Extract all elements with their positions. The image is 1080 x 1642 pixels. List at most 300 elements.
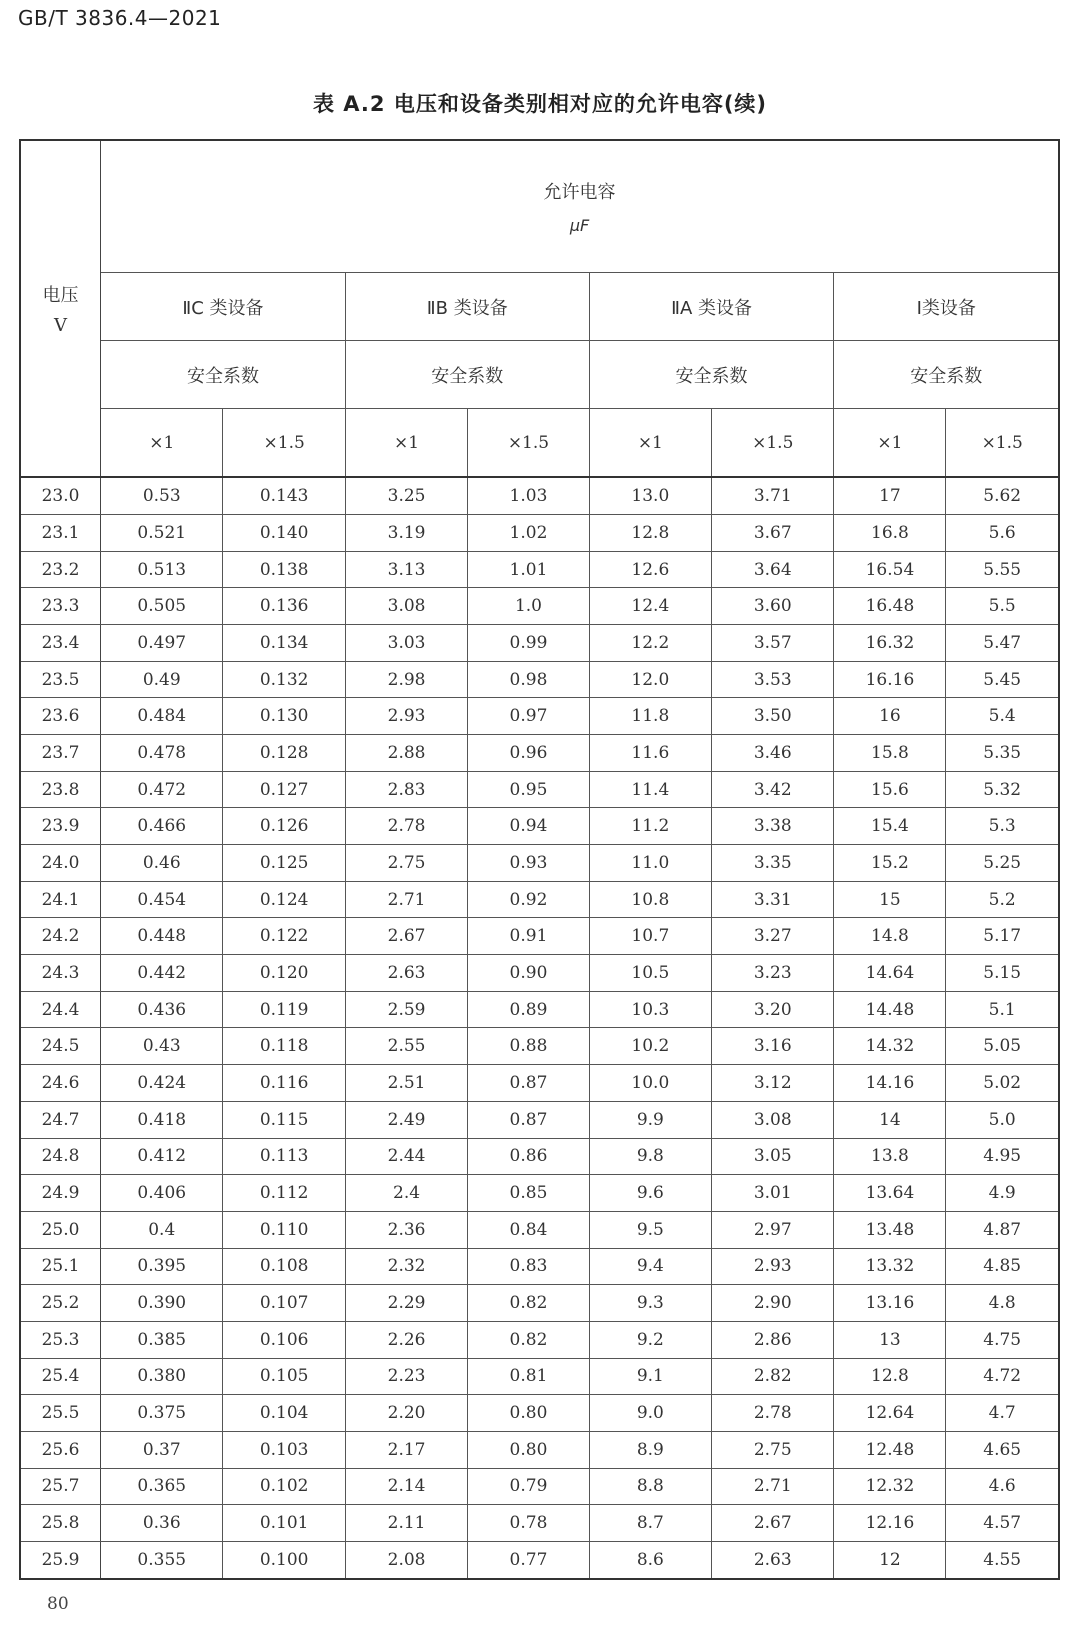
capacitance-table-wrapper — [19, 139, 1060, 1580]
table-row — [20, 735, 1059, 772]
capacitance-cell: 1.03 — [468, 477, 589, 515]
table-row — [20, 881, 1059, 918]
voltage-cell: 24.7 — [20, 1101, 101, 1138]
capacitance-cell: 0.454 — [101, 881, 223, 918]
capacitance-cell: 0.37 — [101, 1431, 223, 1468]
capacitance-cell: 3.57 — [712, 625, 834, 662]
capacitance-cell: 2.14 — [345, 1468, 467, 1505]
capacitance-cell: 0.53 — [101, 477, 223, 515]
capacitance-cell: 5.02 — [946, 1065, 1059, 1102]
capacitance-cell: 2.23 — [345, 1358, 467, 1395]
capacitance-cell: 5.0 — [946, 1101, 1059, 1138]
capacitance-cell: 15 — [834, 881, 946, 918]
capacitance-cell: 0.108 — [223, 1248, 345, 1285]
table-row — [20, 551, 1059, 588]
capacitance-cell: 2.88 — [345, 735, 467, 772]
capacitance-cell: 0.136 — [223, 588, 345, 625]
capacitance-cell: 5.62 — [946, 477, 1059, 515]
capacitance-cell: 17 — [834, 477, 946, 515]
voltage-cell: 25.6 — [20, 1431, 101, 1468]
capacitance-cell: 3.25 — [345, 477, 467, 515]
capacitance-cell: 2.17 — [345, 1431, 467, 1468]
table-row — [20, 588, 1059, 625]
voltage-cell: 23.5 — [20, 661, 101, 698]
capacitance-cell: 0.132 — [223, 661, 345, 698]
capacitance-cell: 3.53 — [712, 661, 834, 698]
capacitance-cell: 0.98 — [468, 661, 589, 698]
capacitance-cell: 0.385 — [101, 1321, 223, 1358]
capacitance-cell: 0.395 — [101, 1248, 223, 1285]
capacitance-cell: 3.50 — [712, 698, 834, 735]
voltage-cell: 25.2 — [20, 1285, 101, 1322]
capacitance-cell: 10.3 — [589, 991, 711, 1028]
capacitance-cell: 13.16 — [834, 1285, 946, 1322]
capacitance-cell: 14 — [834, 1101, 946, 1138]
capacitance-cell: 10.7 — [589, 918, 711, 955]
page-number: 80 — [47, 1594, 69, 1614]
capacitance-cell: 0.91 — [468, 918, 589, 955]
capacitance-cell: 4.6 — [946, 1468, 1059, 1505]
capacitance-cell: 5.55 — [946, 551, 1059, 588]
capacitance-cell: 0.94 — [468, 808, 589, 845]
capacitance-cell: 3.08 — [712, 1101, 834, 1138]
safety-factor-value: ×1.5 — [223, 409, 345, 477]
capacitance-cell: 3.31 — [712, 881, 834, 918]
capacitance-cell: 0.90 — [468, 955, 589, 992]
capacitance-cell: 2.67 — [345, 918, 467, 955]
capacitance-cell: 2.75 — [345, 845, 467, 882]
capacitance-cell: 0.122 — [223, 918, 345, 955]
capacitance-cell: 0.85 — [468, 1175, 589, 1212]
capacitance-cell: 9.4 — [589, 1248, 711, 1285]
safety-factor-value: ×1.5 — [468, 409, 589, 477]
capacitance-cell: 11.4 — [589, 771, 711, 808]
voltage-cell: 24.0 — [20, 845, 101, 882]
capacitance-cell: 0.365 — [101, 1468, 223, 1505]
capacitance-cell: 2.32 — [345, 1248, 467, 1285]
factor-row — [20, 409, 1059, 477]
capacitance-cell: 8.9 — [589, 1431, 711, 1468]
voltage-cell: 23.7 — [20, 735, 101, 772]
table-row — [20, 1395, 1059, 1432]
table-row — [20, 1321, 1059, 1358]
table-row — [20, 771, 1059, 808]
capacitance-cell: 12.48 — [834, 1431, 946, 1468]
capacitance-cell: 10.8 — [589, 881, 711, 918]
capacitance-cell: 12.64 — [834, 1395, 946, 1432]
capacitance-cell: 0.120 — [223, 955, 345, 992]
capacitance-cell: 0.103 — [223, 1431, 345, 1468]
capacitance-cell: 0.36 — [101, 1505, 223, 1542]
capacitance-cell: 5.2 — [946, 881, 1059, 918]
equipment-group-header: Ⅰ类设备 — [834, 273, 1059, 341]
voltage-cell: 23.1 — [20, 515, 101, 552]
equipment-group-header: ⅡC 类设备 — [101, 273, 346, 341]
capacitance-cell: 5.15 — [946, 955, 1059, 992]
safety-factor-value: ×1.5 — [712, 409, 834, 477]
capacitance-cell: 0.104 — [223, 1395, 345, 1432]
capacitance-cell: 16.16 — [834, 661, 946, 698]
capacitance-cell: 3.27 — [712, 918, 834, 955]
capacitance-cell: 0.83 — [468, 1248, 589, 1285]
capacitance-cell: 0.110 — [223, 1211, 345, 1248]
capacitance-cell: 0.375 — [101, 1395, 223, 1432]
capacitance-cell: 13.8 — [834, 1138, 946, 1175]
capacitance-cell: 0.88 — [468, 1028, 589, 1065]
capacitance-cell: 5.35 — [946, 735, 1059, 772]
table-row — [20, 625, 1059, 662]
capacitance-cell: 0.497 — [101, 625, 223, 662]
capacitance-cell: 8.7 — [589, 1505, 711, 1542]
safety-factor-row — [20, 341, 1059, 409]
table-row — [20, 698, 1059, 735]
capacitance-cell: 0.113 — [223, 1138, 345, 1175]
capacitance-cell: 3.46 — [712, 735, 834, 772]
capacitance-cell: 0.418 — [101, 1101, 223, 1138]
capacitance-cell: 10.0 — [589, 1065, 711, 1102]
capacitance-cell: 2.36 — [345, 1211, 467, 1248]
capacitance-cell: 2.55 — [345, 1028, 467, 1065]
safety-factor-value: ×1.5 — [946, 409, 1059, 477]
capacitance-cell: 15.8 — [834, 735, 946, 772]
table-title: 表 A.2 电压和设备类别相对应的允许电容(续) — [312, 92, 768, 116]
capacitance-cell: 2.44 — [345, 1138, 467, 1175]
capacitance-cell: 14.48 — [834, 991, 946, 1028]
voltage-cell: 24.5 — [20, 1028, 101, 1065]
capacitance-cell: 2.08 — [345, 1541, 467, 1579]
capacitance-cell: 3.38 — [712, 808, 834, 845]
capacitance-cell: 2.67 — [712, 1505, 834, 1542]
table-row — [20, 808, 1059, 845]
capacitance-cell: 5.47 — [946, 625, 1059, 662]
capacitance-cell: 10.5 — [589, 955, 711, 992]
voltage-cell: 25.8 — [20, 1505, 101, 1542]
capacitance-cell: 0.99 — [468, 625, 589, 662]
capacitance-cell: 2.29 — [345, 1285, 467, 1322]
capacitance-cell: 3.42 — [712, 771, 834, 808]
capacitance-cell: 3.35 — [712, 845, 834, 882]
capacitance-cell: 2.71 — [345, 881, 467, 918]
capacitance-cell: 2.82 — [712, 1358, 834, 1395]
capacitance-cell: 0.43 — [101, 1028, 223, 1065]
capacitance-cell: 0.100 — [223, 1541, 345, 1579]
voltage-cell: 23.3 — [20, 588, 101, 625]
capacitance-cell: 0.140 — [223, 515, 345, 552]
capacitance-cell: 2.97 — [712, 1211, 834, 1248]
voltage-cell: 25.5 — [20, 1395, 101, 1432]
voltage-unit: V — [54, 315, 68, 337]
capacitance-cell: 2.51 — [345, 1065, 467, 1102]
equipment-group-row — [20, 273, 1059, 341]
safety-factor-label: 安全系数 — [101, 341, 346, 409]
capacitance-cell: 0.84 — [468, 1211, 589, 1248]
table-body — [20, 477, 1059, 1579]
capacitance-cell: 0.478 — [101, 735, 223, 772]
capacitance-cell: 3.67 — [712, 515, 834, 552]
voltage-cell: 23.2 — [20, 551, 101, 588]
capacitance-cell: 12.8 — [834, 1358, 946, 1395]
capacitance-cell: 14.64 — [834, 955, 946, 992]
capacitance-cell: 3.05 — [712, 1138, 834, 1175]
table-row — [20, 1431, 1059, 1468]
safety-factor-label: 安全系数 — [834, 341, 1059, 409]
capacitance-cell: 3.71 — [712, 477, 834, 515]
capacitance-cell: 12.8 — [589, 515, 711, 552]
capacitance-cell: 0.87 — [468, 1101, 589, 1138]
capacitance-cell: 4.75 — [946, 1321, 1059, 1358]
capacitance-cell: 16.54 — [834, 551, 946, 588]
capacitance-cell: 0.424 — [101, 1065, 223, 1102]
capacitance-cell: 0.86 — [468, 1138, 589, 1175]
capacitance-cell: 12.4 — [589, 588, 711, 625]
safety-factor-value: ×1 — [589, 409, 711, 477]
capacitance-cell: 2.78 — [345, 808, 467, 845]
capacitance-cell: 5.4 — [946, 698, 1059, 735]
voltage-cell: 25.4 — [20, 1358, 101, 1395]
capacitance-cell: 0.82 — [468, 1321, 589, 1358]
voltage-cell: 24.8 — [20, 1138, 101, 1175]
voltage-cell: 23.9 — [20, 808, 101, 845]
voltage-cell: 25.3 — [20, 1321, 101, 1358]
capacitance-cell: 2.71 — [712, 1468, 834, 1505]
capacitance-cell: 14.8 — [834, 918, 946, 955]
voltage-cell: 24.6 — [20, 1065, 101, 1102]
capacitance-cell: 16 — [834, 698, 946, 735]
capacitance-cell: 5.25 — [946, 845, 1059, 882]
capacitance-cell: 4.9 — [946, 1175, 1059, 1212]
capacitance-cell: 0.93 — [468, 845, 589, 882]
voltage-cell: 25.9 — [20, 1541, 101, 1579]
voltage-cell: 24.1 — [20, 881, 101, 918]
capacitance-cell: 15.2 — [834, 845, 946, 882]
capacitance-cell: 0.505 — [101, 588, 223, 625]
capacitance-cell: 0.472 — [101, 771, 223, 808]
capacitance-cell: 3.13 — [345, 551, 467, 588]
capacitance-cell: 0.390 — [101, 1285, 223, 1322]
capacitance-cell: 16.32 — [834, 625, 946, 662]
capacitance-cell: 12.6 — [589, 551, 711, 588]
capacitance-cell: 1.0 — [468, 588, 589, 625]
table-row — [20, 1248, 1059, 1285]
table-row — [20, 1358, 1059, 1395]
capacitance-cell: 0.412 — [101, 1138, 223, 1175]
capacitance-cell: 9.6 — [589, 1175, 711, 1212]
capacitance-cell: 11.6 — [589, 735, 711, 772]
table-row — [20, 1065, 1059, 1102]
capacitance-cell: 14.16 — [834, 1065, 946, 1102]
capacitance-cell: 0.115 — [223, 1101, 345, 1138]
table-row — [20, 991, 1059, 1028]
voltage-label: 电压 — [42, 285, 79, 307]
capacitance-cell: 10.2 — [589, 1028, 711, 1065]
capacitance-cell: 14.32 — [834, 1028, 946, 1065]
capacitance-cell: 0.82 — [468, 1285, 589, 1322]
capacitance-cell: 0.127 — [223, 771, 345, 808]
capacitance-cell: 0.78 — [468, 1505, 589, 1542]
capacitance-cell: 0.49 — [101, 661, 223, 698]
capacitance-cell: 12.0 — [589, 661, 711, 698]
safety-factor-label: 安全系数 — [589, 341, 834, 409]
capacitance-cell: 3.16 — [712, 1028, 834, 1065]
capacitance-cell: 16.8 — [834, 515, 946, 552]
capacitance-cell: 16.48 — [834, 588, 946, 625]
capacitance-cell: 13.32 — [834, 1248, 946, 1285]
capacitance-cell: 4.72 — [946, 1358, 1059, 1395]
capacitance-cell: 3.64 — [712, 551, 834, 588]
capacitance-cell: 2.26 — [345, 1321, 467, 1358]
table-row — [20, 1211, 1059, 1248]
capacitance-cell: 2.59 — [345, 991, 467, 1028]
capacitance-cell: 0.112 — [223, 1175, 345, 1212]
capacitance-cell: 2.20 — [345, 1395, 467, 1432]
capacitance-cell: 5.1 — [946, 991, 1059, 1028]
capacitance-cell: 5.5 — [946, 588, 1059, 625]
capacitance-cell: 9.1 — [589, 1358, 711, 1395]
capacitance-unit: μF — [569, 216, 590, 236]
capacitance-cell: 0.89 — [468, 991, 589, 1028]
capacitance-cell: 2.83 — [345, 771, 467, 808]
capacitance-cell: 0.105 — [223, 1358, 345, 1395]
voltage-cell: 25.0 — [20, 1211, 101, 1248]
capacitance-cell: 12 — [834, 1541, 946, 1579]
capacitance-label: 允许电容 — [543, 182, 616, 204]
capacitance-cell: 2.90 — [712, 1285, 834, 1322]
voltage-cell: 24.3 — [20, 955, 101, 992]
table-row — [20, 845, 1059, 882]
capacitance-cell: 2.93 — [712, 1248, 834, 1285]
table-row — [20, 1541, 1059, 1579]
capacitance-cell: 15.4 — [834, 808, 946, 845]
capacitance-cell: 2.78 — [712, 1395, 834, 1432]
capacitance-cell: 11.0 — [589, 845, 711, 882]
capacitance-cell: 4.95 — [946, 1138, 1059, 1175]
capacitance-cell: 11.2 — [589, 808, 711, 845]
capacitance-cell: 3.08 — [345, 588, 467, 625]
capacitance-cell: 4.65 — [946, 1431, 1059, 1468]
capacitance-cell: 4.8 — [946, 1285, 1059, 1322]
capacitance-cell: 0.521 — [101, 515, 223, 552]
capacitance-cell: 0.96 — [468, 735, 589, 772]
capacitance-cell: 13.0 — [589, 477, 711, 515]
capacitance-cell: 3.20 — [712, 991, 834, 1028]
voltage-cell: 24.2 — [20, 918, 101, 955]
capacitance-cell: 5.17 — [946, 918, 1059, 955]
capacitance-cell: 2.86 — [712, 1321, 834, 1358]
capacitance-cell: 3.03 — [345, 625, 467, 662]
capacitance-cell: 9.5 — [589, 1211, 711, 1248]
table-row — [20, 1505, 1059, 1542]
capacitance-cell: 0.442 — [101, 955, 223, 992]
capacitance-cell: 0.118 — [223, 1028, 345, 1065]
capacitance-cell: 9.0 — [589, 1395, 711, 1432]
capacitance-cell: 0.128 — [223, 735, 345, 772]
capacitance-cell: 0.126 — [223, 808, 345, 845]
equipment-group-header: ⅡB 类设备 — [345, 273, 589, 341]
capacitance-cell: 0.466 — [101, 808, 223, 845]
capacitance-cell: 3.23 — [712, 955, 834, 992]
capacitance-cell: 2.63 — [712, 1541, 834, 1579]
capacitance-cell: 9.3 — [589, 1285, 711, 1322]
capacitance-cell: 3.19 — [345, 515, 467, 552]
safety-factor-value: ×1 — [345, 409, 467, 477]
capacitance-cell: 0.436 — [101, 991, 223, 1028]
capacitance-cell: 0.87 — [468, 1065, 589, 1102]
table-row — [20, 955, 1059, 992]
capacitance-cell: 5.05 — [946, 1028, 1059, 1065]
safety-factor-label: 安全系数 — [345, 341, 589, 409]
capacitance-cell: 9.8 — [589, 1138, 711, 1175]
capacitance-cell: 0.513 — [101, 551, 223, 588]
table-row — [20, 1101, 1059, 1138]
table-row — [20, 1175, 1059, 1212]
table-header — [20, 140, 1059, 477]
capacitance-cell: 0.79 — [468, 1468, 589, 1505]
table-row — [20, 918, 1059, 955]
capacitance-cell: 0.106 — [223, 1321, 345, 1358]
capacitance-cell: 0.130 — [223, 698, 345, 735]
capacitance-cell: 5.45 — [946, 661, 1059, 698]
capacitance-cell: 15.6 — [834, 771, 946, 808]
table-row — [20, 1285, 1059, 1322]
capacitance-cell: 2.75 — [712, 1431, 834, 1468]
capacitance-cell: 1.01 — [468, 551, 589, 588]
capacitance-cell: 13 — [834, 1321, 946, 1358]
standard-code: GB/T 3836.4—2021 — [18, 6, 222, 30]
capacitance-cell: 0.95 — [468, 771, 589, 808]
table-row — [20, 1028, 1059, 1065]
voltage-cell: 24.4 — [20, 991, 101, 1028]
capacitance-cell: 0.102 — [223, 1468, 345, 1505]
capacitance-cell: 0.124 — [223, 881, 345, 918]
capacitance-cell: 0.97 — [468, 698, 589, 735]
capacitance-cell: 13.64 — [834, 1175, 946, 1212]
capacitance-cell: 0.119 — [223, 991, 345, 1028]
capacitance-cell: 0.143 — [223, 477, 345, 515]
capacitance-cell: 2.63 — [345, 955, 467, 992]
capacitance-cell: 2.93 — [345, 698, 467, 735]
capacitance-cell: 3.12 — [712, 1065, 834, 1102]
capacitance-cell: 0.77 — [468, 1541, 589, 1579]
capacitance-cell: 0.406 — [101, 1175, 223, 1212]
voltage-cell: 24.9 — [20, 1175, 101, 1212]
capacitance-cell: 0.46 — [101, 845, 223, 882]
safety-factor-value: ×1 — [834, 409, 946, 477]
capacitance-cell: 12.32 — [834, 1468, 946, 1505]
capacitance-cell: 5.3 — [946, 808, 1059, 845]
voltage-cell: 23.0 — [20, 477, 101, 515]
capacitance-cell: 0.81 — [468, 1358, 589, 1395]
capacitance-cell: 11.8 — [589, 698, 711, 735]
capacitance-cell: 0.101 — [223, 1505, 345, 1542]
capacitance-cell: 0.380 — [101, 1358, 223, 1395]
capacitance-cell: 12.16 — [834, 1505, 946, 1542]
capacitance-cell: 8.8 — [589, 1468, 711, 1505]
voltage-header — [20, 140, 101, 477]
capacitance-cell: 2.4 — [345, 1175, 467, 1212]
table-row — [20, 661, 1059, 698]
capacitance-cell: 0.138 — [223, 551, 345, 588]
capacitance-cell: 0.107 — [223, 1285, 345, 1322]
capacitance-cell: 8.6 — [589, 1541, 711, 1579]
capacitance-cell: 4.7 — [946, 1395, 1059, 1432]
capacitance-cell: 3.60 — [712, 588, 834, 625]
capacitance-cell: 0.448 — [101, 918, 223, 955]
capacitance-cell: 2.49 — [345, 1101, 467, 1138]
capacitance-cell: 4.57 — [946, 1505, 1059, 1542]
capacitance-cell: 0.4 — [101, 1211, 223, 1248]
capacitance-cell: 4.85 — [946, 1248, 1059, 1285]
voltage-cell: 25.1 — [20, 1248, 101, 1285]
